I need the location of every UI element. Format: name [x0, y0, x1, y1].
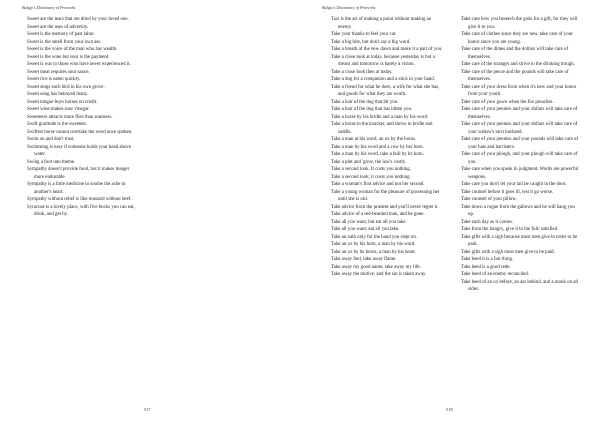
proverb-entry: Take care of the stranger and strive to the drinking trough. — [461, 62, 575, 67]
proverb-entry: Take a man by his word and a cow by her horn. — [331, 144, 424, 150]
right-page-column-1 — [331, 16, 446, 279]
proverb-entry: Sweet meat requires sour sauce. — [27, 69, 90, 75]
proverb-entry: Take a big bite, but don't say a big word. — [331, 39, 411, 45]
proverb-entry: Take heed of an enemy reconciled. — [461, 272, 530, 277]
proverb-entry: Take a friend for what he does, a wife for what she has, and goods for what they are worth. — [331, 84, 440, 97]
proverb-entry: Swift gratitude is the sweetest. — [27, 122, 87, 127]
proverb-entry: Tact is the art of making a point without making an enemy. — [331, 17, 432, 30]
page-number: 518 — [446, 407, 453, 412]
proverb-entry: Take a man by his word, take a bull by its horn. — [331, 152, 424, 157]
proverb-entry: Sweet are the tears that are dried by your loved one. — [27, 17, 129, 22]
proverb-entry: Take all you want; eat all you take. — [331, 227, 400, 232]
proverb-entry: Swiftest horse cannot overtake the word once spoken. — [27, 129, 133, 135]
proverb-entry: Take advice from the prudent and you'll never regret it. — [331, 204, 439, 210]
proverb-entry: Take advice of a red-bearded man, and be gone. — [331, 212, 425, 217]
right-page-column-2 — [461, 16, 581, 294]
proverb-entry: Take care you don't let your tail be caught in the door. — [461, 182, 567, 187]
proverb-entry: Take a hair of the dog that bit you. — [331, 99, 399, 105]
proverb-entry: Sympathy is a little medicine to soothe the ache in another's heart. — [27, 182, 126, 195]
proverb-entry: Take heed it is a fair thing. — [461, 257, 514, 262]
proverb-entry: Take care how you beseech the gods for a gift, for they will give it to you. — [461, 17, 578, 30]
proverb-entry: Take a hair of the dog that has bitten you. — [331, 107, 413, 112]
proverb-entry: Take a second look; it costs you nothing. — [331, 174, 411, 180]
proverb-entry: Take a horse to the knacker, and throw in bridle and saddle. — [331, 122, 433, 135]
proverb-entry: Take care of the pence and the pounds will take care of themselves. — [461, 69, 569, 82]
page-number: 517 — [144, 407, 151, 412]
proverb-entry: Take down a rogue from the gallows and he will hang you up. — [461, 204, 575, 217]
proverb-entry: Take care of clothes since they are new, take care of your honor since you are young. — [461, 32, 573, 45]
proverb-entry: Take heed is a good rede. — [461, 264, 511, 270]
right-page — [300, 0, 600, 424]
proverb-entry: Take a close look then at today. — [331, 69, 393, 75]
proverb-entry: Sweet tongue buys horses on credit. — [27, 99, 98, 105]
proverb-entry: Take a man at his word, an ox by the horns. — [331, 137, 417, 142]
proverb-entry: Take a pint and 'grow, the law's costly. — [331, 159, 407, 165]
proverb-entry: Take an oath only for the hand you slept on. — [331, 234, 418, 240]
proverb-entry: Sweet is the wine but sour is the payment. — [27, 54, 110, 60]
proverb-entry: Sweet is the voice of the man who has wealth. — [27, 47, 118, 52]
proverb-entry: Take care of your gown when the fox preaches. — [461, 99, 554, 105]
proverb-entry: Sweet are the uses of adversity. — [27, 24, 89, 30]
proverb-entry: Take care of your pennies and your dollars will take care of your widow's next husband. — [461, 122, 578, 135]
proverb-entry: Take all you want, but eat all you take. — [331, 219, 407, 225]
proverb-entry: Take each day as it comes. — [461, 219, 514, 225]
proverb-entry: Swimming is easy if someone holds your head above water. — [27, 144, 132, 157]
proverb-entry: Take counsel before it goes ill, lest it go worse. — [461, 189, 554, 195]
proverb-entry: Take a dog for a companion and a stick in your hand. — [331, 77, 435, 82]
proverb-entry: Sweetness attracts more flies than sourness. — [27, 114, 113, 120]
proverb-entry: Take a horse by his bridle and a man by his word. — [331, 114, 429, 120]
proverb-entry: Take care of your plough, and your plough will take care of you. — [461, 152, 578, 165]
proverb-entry: Take a woman's first advice and not her second. — [331, 182, 425, 187]
proverb-entry: Take away fuel, take away flame. — [331, 257, 397, 262]
proverb-entry: Take a young woman for the pleasure of possessing her until she is old. — [331, 189, 440, 202]
proverb-entry: Sympathy doesn't provide food, but it makes hunger more endurable. — [27, 167, 130, 180]
running-head: Bulgiy's Dictionary of Proverbs — [22, 5, 76, 10]
proverb-entry: Take an ox by his horn, a man by his word. — [331, 242, 416, 247]
proverb-entry: Take from the hungry, give it to the full/ satisfied. — [461, 227, 559, 232]
proverb-entry: Take care of your pennies and your pounds will take care of your hats and barristers. — [461, 137, 579, 150]
proverb-entry: Swim on and don't trust. — [27, 137, 75, 142]
proverb-entry: Take gifts with a sigh because most men give in order to be paid. — [461, 234, 578, 247]
proverb-entry: Sweet sings each bird in his own grove. — [27, 84, 105, 90]
running-head: Bulgiy's Dictionary of Proverbs — [322, 5, 376, 10]
proverb-entry: Take a breath of the new dawn and make it a part of you. — [331, 47, 443, 52]
proverb-entry: Take counsel of your pillow. — [461, 197, 517, 202]
left-page-entries — [27, 16, 139, 219]
proverb-entry: Sympathy without relief is like mustard without beef. — [27, 197, 132, 202]
proverb-entry: Take heed of an ox before, an ass behind, and a monk on all sides. — [461, 279, 579, 292]
proverb-entry: Take a second look. It costs you nothing. — [331, 167, 411, 172]
proverb-entry: Swing a foot into theme. — [27, 159, 76, 165]
proverb-entry: Take away the motive, and the sin is taken away. — [331, 272, 427, 277]
proverb-entry: Take care when you speak in judgment. Words are powerful weapons. — [461, 167, 579, 180]
proverb-entry: Sweet is the memory of past labor. — [27, 32, 95, 37]
proverb-entry: Sweet is war to those who have never experienced it. — [27, 62, 131, 67]
proverb-entry: Take care of your pennies and your dollars will take care of themselves. — [461, 107, 578, 120]
proverb-entry: Sweet rice is eaten quickly. — [27, 77, 81, 82]
proverb-entry: Take care of the dimes and the dollars will take care of themselves. — [461, 47, 569, 60]
proverb-entry: Take care of your dress from when it's new and your honor from your youth. — [461, 84, 577, 97]
proverb-entry: Take an ox by its horns, a man by his heart. — [331, 249, 416, 255]
proverb-entry: Take a close look at today, because yesterday is but a dream and tomorrow is barely a vision. — [331, 54, 435, 67]
proverb-entry: Syracuse is a lovely place, with five bucks you can eat, drink, and get by. — [27, 204, 135, 217]
proverb-entry: Take away my good name, take away my life. — [331, 264, 421, 270]
proverb-entry: Take your thanks to feel your cat. — [331, 32, 397, 37]
proverb-entry: Sweet song has betrayed many. — [27, 92, 89, 97]
proverb-entry: Sweet is the smell from your own ass. — [27, 39, 102, 45]
proverb-entry: Take gifts with a sigh most men give to be paid. — [461, 249, 555, 255]
proverb-entry: Sweet wine makes sour vinegar. — [27, 107, 90, 112]
